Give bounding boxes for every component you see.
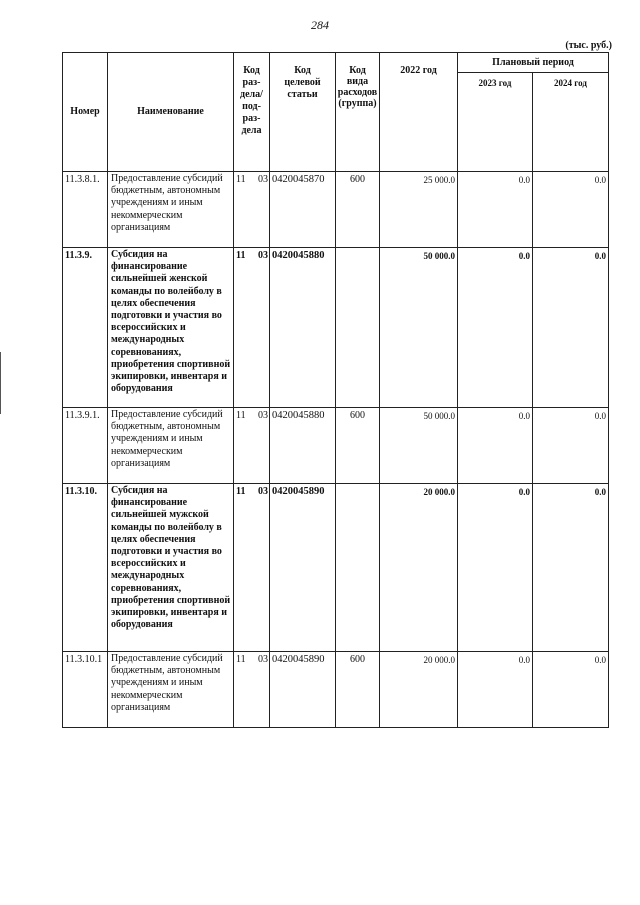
row-expense-type xyxy=(336,248,380,408)
row-amount-2024: 0.0 xyxy=(533,172,609,248)
subsection-code: 03 xyxy=(258,410,268,421)
table-row xyxy=(63,484,609,652)
row-amount-2022: 20 000.0 xyxy=(380,652,458,728)
table-row xyxy=(63,408,609,484)
header-year-2024: 2024 год xyxy=(533,73,609,172)
row-expense-type: 600 xyxy=(336,652,380,728)
units-label: (тыс. руб.) xyxy=(565,40,612,51)
page-number: 284 xyxy=(311,18,329,32)
header-year-2023: 2023 год xyxy=(458,73,533,172)
subsection-code: 03 xyxy=(258,654,268,665)
row-amount-2024: 0.0 xyxy=(533,652,609,728)
scan-edge-mark xyxy=(0,352,1,414)
subsection-code: 03 xyxy=(258,174,268,185)
row-amount-2024: 0.0 xyxy=(533,248,609,408)
header-target-code: Код целевой статьи xyxy=(270,53,336,172)
row-target-code: 0420045890 xyxy=(270,484,336,652)
section-code: 11 xyxy=(236,410,246,421)
row-amount-2024: 0.0 xyxy=(533,484,609,652)
header-number: Номер xyxy=(63,53,108,172)
row-section-code xyxy=(234,652,270,728)
row-name: Предоставление субсидий бюджетным, автономным учреждениям и иным некоммерческим организациям xyxy=(108,408,234,484)
row-number: 11.3.9. xyxy=(63,248,108,408)
row-expense-type xyxy=(336,484,380,652)
subsection-code: 03 xyxy=(258,250,268,261)
row-number: 11.3.9.1. xyxy=(63,408,108,484)
row-amount-2024: 0.0 xyxy=(533,408,609,484)
header-planning-period: Плановый период xyxy=(458,53,609,73)
table-row xyxy=(63,652,609,728)
row-amount-2022: 50 000.0 xyxy=(380,408,458,484)
row-section-code xyxy=(234,408,270,484)
row-amount-2023: 0.0 xyxy=(458,172,533,248)
row-amount-2022: 25 000.0 xyxy=(380,172,458,248)
row-name: Субсидия на финансирование сильнейшей мужской команды по волейболу в целях обеспечения подготовки и участия во всероссийских и международных соревнованиях, приобретения спортивной экипировки, инвентаря и оборудования xyxy=(108,484,234,652)
section-code: 11 xyxy=(236,486,246,497)
row-amount-2023: 0.0 xyxy=(458,248,533,408)
row-target-code: 0420045880 xyxy=(270,408,336,484)
row-amount-2023: 0.0 xyxy=(458,408,533,484)
row-expense-type: 600 xyxy=(336,408,380,484)
row-expense-type: 600 xyxy=(336,172,380,248)
row-section-code xyxy=(234,172,270,248)
section-code: 11 xyxy=(236,250,246,261)
header-section-code: Код раз- дела/ под- раз- дела xyxy=(234,53,270,172)
table-row xyxy=(63,248,609,408)
row-section-code xyxy=(234,484,270,652)
header-name: Наименование xyxy=(108,53,234,172)
row-target-code: 0420045890 xyxy=(270,652,336,728)
header-year-2022: 2022 год xyxy=(380,53,458,172)
subsection-code: 03 xyxy=(258,486,268,497)
table-row xyxy=(63,172,609,248)
row-number: 11.3.10. xyxy=(63,484,108,652)
row-amount-2022: 20 000.0 xyxy=(380,484,458,652)
header-expense-type: Код вида расходов (группа) xyxy=(336,53,380,172)
row-number: 11.3.10.1 xyxy=(63,652,108,728)
row-amount-2023: 0.0 xyxy=(458,652,533,728)
section-code: 11 xyxy=(236,174,246,185)
row-target-code: 0420045880 xyxy=(270,248,336,408)
row-number: 11.3.8.1. xyxy=(63,172,108,248)
row-name: Субсидия на финансирование сильнейшей женской команды по волейболу в целях обеспечения подготовки и участия во всероссийских и международных соревнованиях, приобретения спортивной экипировки, инвентаря и оборудования xyxy=(108,248,234,408)
budget-table xyxy=(62,52,609,728)
row-name: Предоставление субсидий бюджетным, автономным учреждениям и иным некоммерческим организациям xyxy=(108,652,234,728)
row-amount-2023: 0.0 xyxy=(458,484,533,652)
row-target-code: 0420045870 xyxy=(270,172,336,248)
section-code: 11 xyxy=(236,654,246,665)
row-amount-2022: 50 000.0 xyxy=(380,248,458,408)
row-name: Предоставление субсидий бюджетным, автономным учреждениям и иным некоммерческим организациям xyxy=(108,172,234,248)
row-section-code xyxy=(234,248,270,408)
